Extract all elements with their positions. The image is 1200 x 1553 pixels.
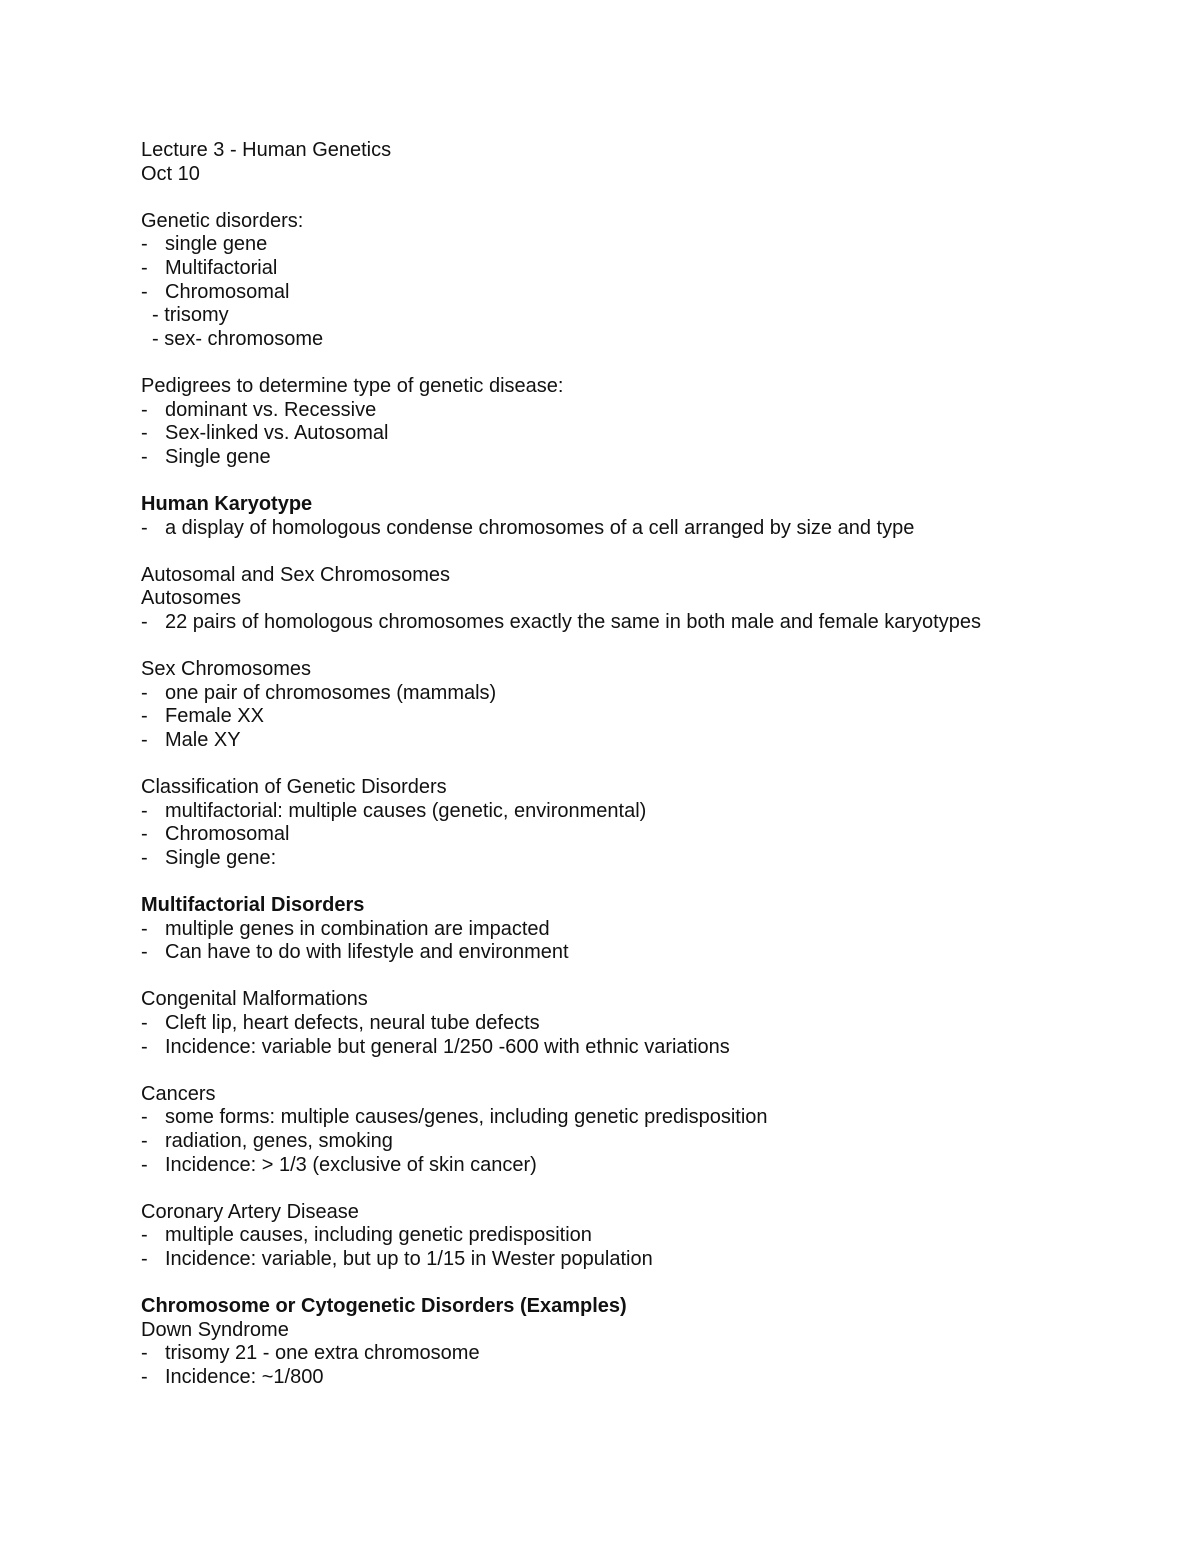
document-page <box>141 139 1141 1389</box>
list-item: - multiple genes in combination are impacted <box>141 917 550 940</box>
list-item: - Incidence: variable but general 1/250 -600 with ethnic variations <box>141 1035 730 1058</box>
list-item: - Chromosomal <box>141 280 290 303</box>
list-item: - Male XY <box>141 728 241 751</box>
list-item: - Sex-linked vs. Autosomal <box>141 422 389 445</box>
list-item: - trisomy 21 - one extra chromosome <box>141 1342 480 1365</box>
list-item: - Female XX <box>141 705 264 728</box>
document-date: Oct 10 <box>141 162 200 185</box>
list-item: - radiation, genes, smoking <box>141 1129 393 1152</box>
list-item: - Single gene <box>141 445 271 468</box>
list-item: - Multifactorial <box>141 256 278 279</box>
list-item: - Incidence: variable, but up to 1/15 in Wester population <box>141 1247 653 1270</box>
section-heading-genetic-disorders: Genetic disorders: <box>141 209 304 232</box>
section-heading-multifactorial: Multifactorial Disorders <box>141 894 365 916</box>
section-heading-classification: Classification of Genetic Disorders <box>141 776 447 799</box>
section-heading-sex-chromosomes: Sex Chromosomes <box>141 658 312 681</box>
list-item: - Incidence: ~1/800 <box>141 1365 324 1388</box>
section-heading-autosomal: Autosomal and Sex Chromosomes <box>141 563 451 586</box>
section-heading-congenital: Congenital Malformations <box>141 988 368 1011</box>
list-item: - Cleft lip, heart defects, neural tube defects <box>141 1011 540 1034</box>
list-item: - multifactorial: multiple causes (genetic, environmental) <box>141 799 647 822</box>
list-item: - single gene <box>141 233 268 256</box>
list-item: - Chromosomal <box>141 823 290 846</box>
list-item: - dominant vs. Recessive <box>141 398 377 421</box>
list-item: - one pair of chromosomes (mammals) <box>141 681 497 704</box>
list-item: - some forms: multiple causes/genes, including genetic predisposition <box>141 1106 768 1129</box>
subheading-down-syndrome: Down Syndrome <box>141 1318 289 1341</box>
list-item: - multiple causes, including genetic predisposition <box>141 1224 592 1247</box>
section-heading-pedigrees: Pedigrees to determine type of genetic disease: <box>141 374 564 397</box>
section-heading-coronary: Coronary Artery Disease <box>141 1200 359 1223</box>
section-heading-chromosome-disorders: Chromosome or Cytogenetic Disorders (Examples) <box>141 1295 627 1318</box>
list-item: - 22 pairs of homologous chromosomes exactly the same in both male and female karyotypes <box>141 610 981 633</box>
document-title: Lecture 3 - Human Genetics <box>141 139 392 161</box>
list-item: - a display of homologous condense chromosomes of a cell arranged by size and type <box>141 516 915 539</box>
section-heading-karyotype: Human Karyotype <box>141 492 313 515</box>
subheading-autosomes: Autosomes <box>141 587 242 610</box>
section-heading-cancers: Cancers <box>141 1082 216 1105</box>
sub-list-item: - trisomy <box>152 304 229 327</box>
list-item: - Single gene: <box>141 846 277 869</box>
list-item: - Can have to do with lifestyle and environment <box>141 941 569 964</box>
sub-list-item: - sex- chromosome <box>152 327 324 350</box>
list-item: - Incidence: > 1/3 (exclusive of skin cancer) <box>141 1153 537 1176</box>
